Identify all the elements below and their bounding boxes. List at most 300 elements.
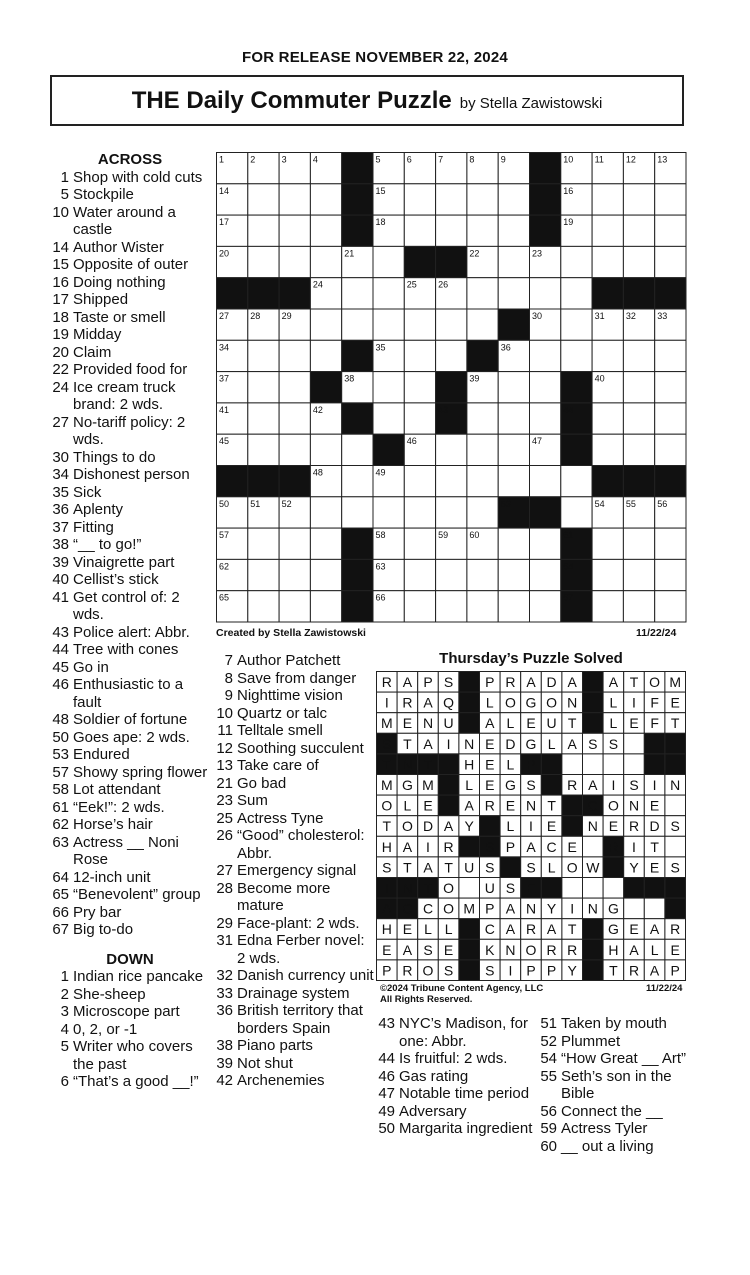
clue-number: 32 — [216, 967, 233, 984]
clue-across-58[interactable] — [50, 781, 210, 799]
grid-cell[interactable] — [623, 184, 654, 215]
grid-cell[interactable] — [373, 278, 404, 309]
grid-cell[interactable] — [310, 591, 341, 622]
grid-cell[interactable] — [467, 434, 498, 465]
clue-number: 38 — [52, 536, 69, 553]
solved-cell — [603, 878, 624, 899]
grid-cell[interactable] — [342, 278, 373, 309]
grid-cell[interactable] — [592, 340, 623, 371]
grid-cell[interactable] — [279, 591, 310, 622]
grid-cell[interactable] — [248, 591, 279, 622]
clue-number: 19 — [52, 326, 69, 343]
clue-text: Things to do — [73, 448, 156, 466]
black-square — [217, 278, 248, 309]
clue-across-43[interactable] — [50, 624, 210, 642]
grid-cell[interactable] — [310, 184, 341, 215]
clue-across-53[interactable] — [50, 746, 210, 764]
cell-number: 14 — [219, 185, 230, 196]
grid-cell[interactable] — [342, 497, 373, 528]
grid-cell[interactable] — [467, 215, 498, 246]
grid-cell[interactable] — [248, 372, 279, 403]
grid-cell[interactable] — [310, 497, 341, 528]
release-date: FOR RELEASE NOVEMBER 22, 2024 — [242, 49, 508, 66]
grid-cell[interactable] — [530, 278, 561, 309]
clue-across-17[interactable] — [50, 291, 210, 309]
black-square — [467, 340, 498, 371]
clue-number: 65 — [52, 886, 69, 903]
clue-down_a-2[interactable] — [50, 986, 210, 1004]
clue-number: 30 — [52, 448, 69, 466]
grid-cell[interactable] — [248, 340, 279, 371]
clue-number: 22 — [52, 361, 69, 378]
clue-across-24[interactable] — [50, 379, 210, 414]
grid-cell[interactable] — [530, 591, 561, 622]
cell-number: 57 — [219, 530, 230, 541]
grid-cell[interactable] — [561, 340, 592, 371]
clue-number: 12 — [216, 739, 233, 757]
grid-cell[interactable] — [404, 497, 435, 528]
grid-cell[interactable] — [279, 340, 310, 371]
grid-cell[interactable] — [279, 434, 310, 465]
grid-cell[interactable] — [498, 591, 529, 622]
clue-across-62[interactable] — [50, 816, 210, 834]
cell-number: 39 — [469, 373, 480, 384]
grid-cell[interactable] — [436, 434, 467, 465]
clue-text: Author Wister — [73, 238, 164, 256]
puzzle-title: THE Daily Commuter Puzzle — [131, 86, 452, 114]
grid-cell[interactable] — [279, 215, 310, 246]
black-square — [248, 278, 279, 309]
clue-down_c-46[interactable] — [376, 1068, 536, 1086]
clue-down_b-28[interactable] — [214, 880, 374, 915]
clue-across-37[interactable] — [50, 519, 210, 537]
grid-cell[interactable] — [623, 215, 654, 246]
clue-number: 50 — [52, 728, 69, 746]
cell-number: 7 — [438, 154, 444, 165]
cell-number: 41 — [219, 404, 230, 415]
clue-number: 1 — [60, 168, 69, 186]
clue-down_c-44[interactable] — [376, 1050, 536, 1068]
grid-cell[interactable] — [561, 466, 592, 497]
clue-down_d-52[interactable] — [538, 1033, 698, 1051]
down-list-part-2 — [214, 652, 374, 1090]
clue-across-14[interactable] — [50, 239, 210, 257]
grid-cell[interactable] — [436, 309, 467, 340]
clue-across-63[interactable] — [50, 834, 210, 869]
grid-cell[interactable] — [655, 434, 686, 465]
grid-cell[interactable] — [342, 309, 373, 340]
clue-down_c-50[interactable] — [376, 1120, 536, 1138]
clue-number: 14 — [52, 238, 69, 256]
clue-text: Claim — [73, 343, 112, 361]
solved-black-square — [541, 878, 562, 899]
clue-number: 3 — [60, 1003, 69, 1020]
clue-text: Water around a castle — [73, 203, 176, 238]
clue-across-15[interactable] — [50, 256, 210, 274]
clue-across-18[interactable] — [50, 309, 210, 327]
clue-down_b-31[interactable] — [214, 932, 374, 967]
grid-cell[interactable] — [248, 246, 279, 277]
clue-across-66[interactable] — [50, 904, 210, 922]
grid-cell[interactable] — [310, 528, 341, 559]
clue-across-64[interactable] — [50, 869, 210, 887]
cell-number: 56 — [657, 498, 668, 509]
clue-number: 58 — [52, 781, 69, 798]
grid-cell[interactable] — [498, 372, 529, 403]
grid-cell[interactable] — [655, 403, 686, 434]
grid-cell[interactable] — [498, 466, 529, 497]
grid-cell[interactable] — [592, 528, 623, 559]
grid-cell[interactable] — [310, 309, 341, 340]
clue-across-50[interactable] — [50, 729, 210, 747]
grid-cell[interactable] — [498, 215, 529, 246]
clue-across-1[interactable] — [50, 169, 210, 187]
grid-cell[interactable] — [373, 497, 404, 528]
clue-across-57[interactable] — [50, 764, 210, 782]
black-square — [279, 466, 310, 497]
clue-across-40[interactable] — [50, 571, 210, 589]
clue-across-44[interactable] — [50, 641, 210, 659]
clue-across-27[interactable] — [50, 414, 210, 449]
clue-number: 53 — [52, 746, 69, 763]
solved-cell — [583, 878, 604, 899]
clue-across-30[interactable] — [50, 449, 210, 467]
clue-down_b-21[interactable] — [214, 775, 374, 793]
clue-down_d-56[interactable] — [538, 1103, 698, 1121]
clue-text: “Benevolent” group — [73, 886, 201, 903]
grid-cell[interactable] — [467, 278, 498, 309]
grid-cell[interactable] — [436, 466, 467, 497]
clue-down_b-25[interactable] — [214, 810, 374, 828]
clue-text: Aplenty — [73, 501, 124, 518]
grid-cell[interactable] — [623, 434, 654, 465]
clue-across-65[interactable] — [50, 886, 210, 904]
clue-number: 44 — [52, 641, 69, 658]
solved-cell — [562, 878, 583, 899]
cell-number: 43 — [438, 404, 449, 415]
clue-across-48[interactable] — [50, 711, 210, 729]
clue-down_b-39[interactable] — [214, 1055, 374, 1073]
solved-black-square — [644, 878, 665, 899]
grid-cell[interactable] — [498, 184, 529, 215]
clue-across-41[interactable] — [50, 589, 210, 624]
clue-text: Take care of — [237, 757, 319, 774]
solved-row-letters: HELL CARAT GEAR — [381, 921, 681, 938]
solved-cell — [665, 836, 686, 857]
clue-text: Big to-do — [73, 921, 134, 938]
clue-text: Horse’s hair — [73, 816, 153, 833]
clue-text: Actress Tyne — [237, 809, 324, 827]
clue-text: Gas rating — [399, 1067, 469, 1085]
clue-across-16[interactable] — [50, 274, 210, 292]
clue-across-34[interactable] — [50, 466, 210, 484]
clue-down_b-9[interactable] — [214, 687, 374, 705]
clue-number: 31 — [216, 932, 233, 949]
grid-cell[interactable] — [310, 340, 341, 371]
clue-across-19[interactable] — [50, 326, 210, 344]
grid-cell[interactable] — [530, 403, 561, 434]
clue-number: 46 — [378, 1067, 395, 1085]
clue-number: 39 — [216, 1054, 233, 1072]
cell-number: 13 — [657, 154, 668, 165]
grid-cell[interactable] — [310, 246, 341, 277]
grid-cell[interactable] — [530, 559, 561, 590]
grid-cell[interactable] — [279, 372, 310, 403]
clue-across-10[interactable] — [50, 204, 210, 239]
down-clues-column-2 — [214, 652, 374, 1090]
grid-cell[interactable] — [248, 215, 279, 246]
grid-cell[interactable] — [623, 559, 654, 590]
clue-across-61[interactable] — [50, 799, 210, 817]
cell-number: 60 — [469, 530, 480, 541]
clue-number: 59 — [540, 1120, 557, 1137]
grid-cell[interactable] — [404, 528, 435, 559]
black-square — [561, 434, 592, 465]
grid-cell[interactable] — [592, 591, 623, 622]
black-square — [623, 278, 654, 309]
grid-cell[interactable] — [655, 591, 686, 622]
grid-cell[interactable] — [498, 528, 529, 559]
cell-number: 49 — [375, 467, 386, 478]
clue-number: 61 — [52, 798, 69, 816]
grid-cell[interactable] — [623, 372, 654, 403]
grid-cell[interactable] — [498, 559, 529, 590]
clue-text: Police alert: Abbr. — [73, 623, 190, 641]
solved-row-letters: STAINEDGLASS — [382, 735, 619, 752]
clue-down_d-54[interactable] — [538, 1050, 698, 1068]
grid-cell[interactable] — [404, 215, 435, 246]
grid-cell[interactable] — [404, 403, 435, 434]
grid-cell[interactable] — [279, 528, 310, 559]
grid-cell[interactable] — [530, 466, 561, 497]
clue-text: Nighttime vision — [237, 687, 343, 704]
black-square — [498, 309, 529, 340]
grid-cell[interactable] — [373, 403, 404, 434]
grid-cell[interactable] — [655, 340, 686, 371]
clue-text: Go bad — [237, 774, 287, 792]
grid-cell[interactable] — [404, 466, 435, 497]
grid-cell[interactable] — [404, 309, 435, 340]
clue-down_a-5[interactable] — [50, 1038, 210, 1073]
grid-cell[interactable] — [310, 434, 341, 465]
grid-cell[interactable] — [248, 403, 279, 434]
crossword-grid[interactable] — [216, 152, 687, 623]
clue-down_b-33[interactable] — [214, 985, 374, 1003]
grid-cell[interactable] — [342, 466, 373, 497]
grid-cell[interactable] — [467, 184, 498, 215]
clue-down_b-13[interactable] — [214, 757, 374, 775]
clue-across-46[interactable] — [50, 676, 210, 711]
clue-text: Enthusiastic to a fault — [73, 676, 184, 711]
grid-cell[interactable] — [436, 497, 467, 528]
clue-across-20[interactable] — [50, 344, 210, 362]
cell-number: 16 — [563, 185, 574, 196]
grid-cell[interactable] — [436, 184, 467, 215]
grid-cell[interactable] — [623, 403, 654, 434]
clue-down_d-55[interactable] — [538, 1068, 698, 1103]
clue-across-35[interactable] — [50, 484, 210, 502]
grid-cell[interactable] — [530, 528, 561, 559]
grid-cell[interactable] — [655, 528, 686, 559]
clue-down_a-1[interactable] — [50, 968, 210, 986]
clue-across-5[interactable] — [50, 186, 210, 204]
clue-down_b-26[interactable] — [214, 827, 374, 862]
clue-text: Endured — [73, 746, 130, 763]
grid-cell[interactable] — [404, 340, 435, 371]
grid-cell[interactable] — [530, 372, 561, 403]
grid-cell[interactable] — [467, 497, 498, 528]
black-square — [342, 340, 373, 371]
clue-down_b-32[interactable] — [214, 967, 374, 985]
grid-cell[interactable] — [404, 372, 435, 403]
clue-number: 40 — [52, 571, 69, 588]
grid-cell[interactable] — [248, 559, 279, 590]
clue-down_b-36[interactable] — [214, 1002, 374, 1037]
clue-text: Shop with cold cuts — [73, 168, 203, 186]
clue-across-38[interactable] — [50, 536, 210, 554]
clue-number: 27 — [216, 862, 233, 879]
clue-down_b-38[interactable] — [214, 1037, 374, 1055]
grid-cell[interactable] — [467, 591, 498, 622]
grid-cell[interactable] — [467, 309, 498, 340]
clue-number: 55 — [540, 1067, 557, 1085]
grid-cell[interactable] — [248, 528, 279, 559]
clue-down_b-27[interactable] — [214, 862, 374, 880]
grid-cell[interactable] — [436, 340, 467, 371]
grid-cell[interactable] — [498, 434, 529, 465]
grid-cell[interactable] — [623, 591, 654, 622]
clue-down_b-11[interactable] — [214, 722, 374, 740]
clue-down_b-10[interactable] — [214, 705, 374, 723]
cell-number: 63 — [375, 561, 386, 572]
clue-number: 15 — [52, 256, 69, 273]
grid-cell[interactable] — [655, 184, 686, 215]
grid-cell[interactable] — [592, 434, 623, 465]
clue-down_b-7[interactable] — [214, 652, 374, 670]
clue-text: Emergency signal — [237, 862, 357, 879]
grid-cell[interactable] — [373, 309, 404, 340]
solved-row-letters: PROS SIPPY TRAP — [382, 962, 680, 979]
grid-cell[interactable] — [467, 403, 498, 434]
clue-across-67[interactable] — [50, 921, 210, 939]
grid-cell[interactable] — [623, 340, 654, 371]
solved-row-letters: OLE ARENT CONE — [381, 797, 660, 814]
clue-down_b-12[interactable] — [214, 740, 374, 758]
grid-cell[interactable] — [561, 246, 592, 277]
grid-cell[interactable] — [623, 246, 654, 277]
black-square — [530, 215, 561, 246]
grid-cell[interactable] — [404, 184, 435, 215]
cell-number: 38 — [344, 373, 355, 384]
black-square — [342, 403, 373, 434]
grid-cell[interactable] — [592, 215, 623, 246]
clue-number: 23 — [216, 792, 233, 809]
cell-number: 47 — [532, 436, 543, 447]
clue-across-22[interactable] — [50, 361, 210, 379]
grid-cell[interactable] — [592, 559, 623, 590]
grid-cell[interactable] — [592, 246, 623, 277]
clue-across-36[interactable] — [50, 501, 210, 519]
grid-cell[interactable] — [655, 246, 686, 277]
clue-across-39[interactable] — [50, 554, 210, 572]
grid-cell[interactable] — [467, 559, 498, 590]
clue-down_b-29[interactable] — [214, 915, 374, 933]
cell-number: 3 — [281, 154, 287, 165]
grid-cell[interactable] — [436, 559, 467, 590]
clue-text: Connect the __ — [561, 1102, 663, 1120]
clue-down_c-43[interactable] — [376, 1015, 536, 1050]
cell-number: 31 — [594, 311, 605, 321]
grid-cell[interactable] — [342, 434, 373, 465]
clue-number: 52 — [540, 1032, 557, 1050]
grid-cell[interactable] — [561, 278, 592, 309]
grid-cell[interactable] — [561, 309, 592, 340]
grid-cell[interactable] — [561, 497, 592, 528]
clue-text: Author Patchett — [237, 652, 341, 669]
grid-cell[interactable] — [655, 372, 686, 403]
clue-down_a-6[interactable] — [50, 1073, 210, 1091]
grid-cell[interactable] — [498, 278, 529, 309]
clue-number: 39 — [52, 553, 69, 571]
grid-cell[interactable] — [498, 403, 529, 434]
grid-cell[interactable] — [279, 246, 310, 277]
grid-cell[interactable] — [592, 184, 623, 215]
grid-cell[interactable] — [248, 434, 279, 465]
clue-down_c-49[interactable] — [376, 1103, 536, 1121]
clue-down_d-60[interactable] — [538, 1138, 698, 1156]
grid-cell[interactable] — [373, 246, 404, 277]
clue-number: 54 — [540, 1050, 557, 1067]
grid-cell[interactable] — [310, 559, 341, 590]
grid-cell[interactable] — [436, 215, 467, 246]
clue-down_b-42[interactable] — [214, 1072, 374, 1090]
clue-down_b-23[interactable] — [214, 792, 374, 810]
grid-cell[interactable] — [623, 528, 654, 559]
clue-text: Become more mature — [237, 879, 331, 914]
grid-cell[interactable] — [279, 184, 310, 215]
clue-number: 47 — [378, 1085, 395, 1102]
grid-cell[interactable] — [310, 215, 341, 246]
grid-cell[interactable] — [248, 184, 279, 215]
grid-cell[interactable] — [592, 403, 623, 434]
grid-cell[interactable] — [655, 559, 686, 590]
grid-cell[interactable] — [498, 246, 529, 277]
clue-down_a-4[interactable] — [50, 1021, 210, 1039]
solved-row-letters: TNT HELP — [382, 756, 536, 773]
clue-across-45[interactable] — [50, 659, 210, 677]
clue-text: Opposite of outer — [73, 256, 189, 273]
clue-number: 13 — [216, 757, 233, 774]
clue-text: Vinaigrette part — [73, 553, 175, 571]
grid-cell[interactable] — [436, 591, 467, 622]
clue-down_b-8[interactable] — [214, 670, 374, 688]
clue-text: Taste or smell — [73, 308, 166, 326]
grid-cell[interactable] — [373, 372, 404, 403]
grid-cell[interactable] — [467, 466, 498, 497]
clue-down_c-47[interactable] — [376, 1085, 536, 1103]
grid-cell[interactable] — [404, 591, 435, 622]
grid-cell[interactable] — [530, 340, 561, 371]
clue-down_a-3[interactable] — [50, 1003, 210, 1021]
grid-cell[interactable] — [404, 559, 435, 590]
grid-cell[interactable] — [655, 215, 686, 246]
clue-number: 57 — [52, 763, 69, 781]
cell-number: 58 — [375, 530, 386, 541]
clue-down_d-51[interactable] — [538, 1015, 698, 1033]
grid-cell[interactable] — [279, 559, 310, 590]
clue-down_d-59[interactable] — [538, 1120, 698, 1138]
grid-cell[interactable] — [279, 403, 310, 434]
